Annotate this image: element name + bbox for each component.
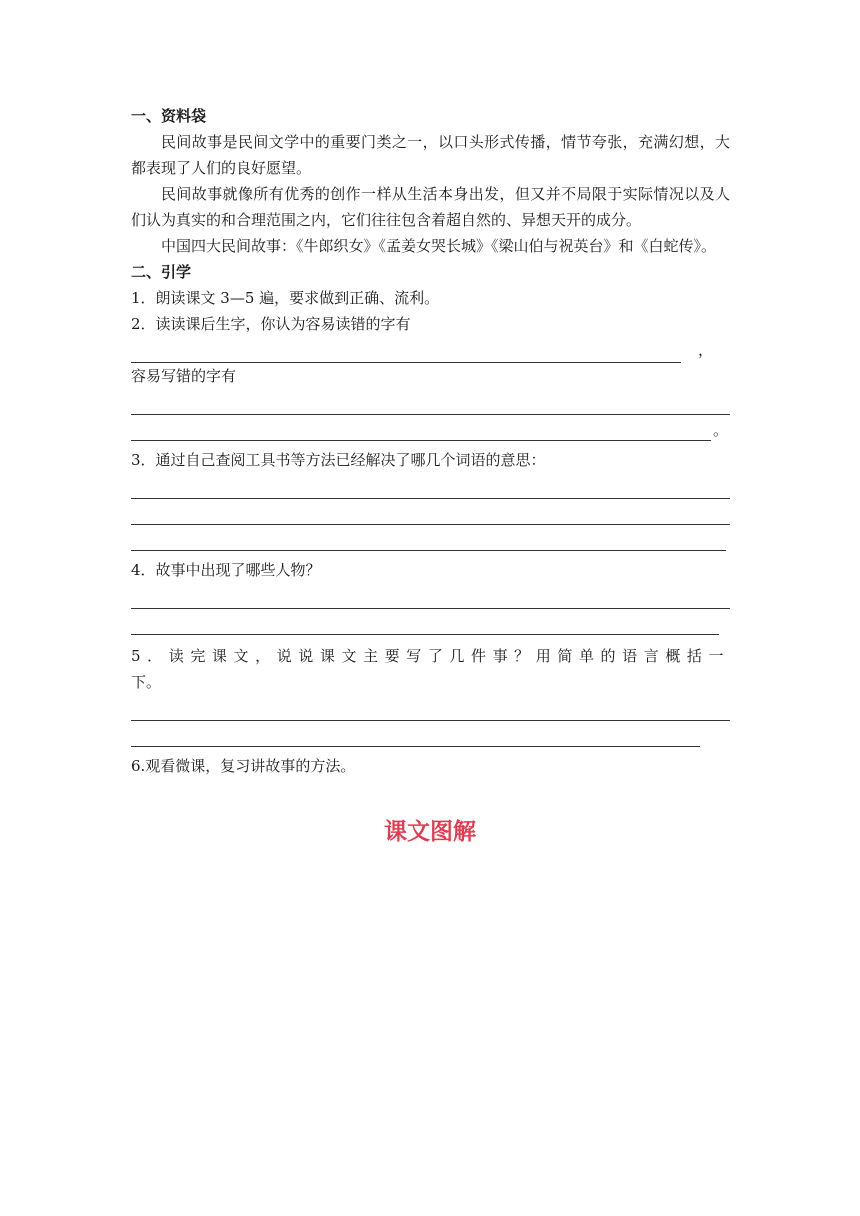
question-1: 1．朗读课文 3—5 遍，要求做到正确、流利。	[131, 289, 440, 307]
comma-mark: ，	[698, 341, 714, 359]
question-6: 6.观看微课，复习讲故事的方法。	[131, 757, 356, 775]
answer-line[interactable]	[131, 389, 730, 415]
question-5: 5．读完课文，说说课文主要写了几件事？用简单的语言概括一	[131, 647, 730, 665]
worksheet	[131, 103, 730, 779]
answer-line[interactable]	[131, 721, 700, 747]
answer-line[interactable]	[131, 583, 730, 609]
resource-paragraph-1: 民间故事是民间文学中的重要门类之一，以口头形式传播，情节夸张，充满幻想，大都表现了人们的良好愿望。	[131, 133, 730, 177]
question-3: 3．通过自己查阅工具书等方法已经解决了哪几个词语的意思：	[131, 451, 546, 469]
answer-line[interactable]	[131, 695, 730, 721]
section-title-text-diagram: 课文图解	[384, 819, 476, 845]
section-heading-guide: 二、引学	[131, 263, 192, 281]
question-2b: 容易写错的字有	[131, 367, 237, 385]
resource-paragraph-2: 民间故事就像所有优秀的创作一样从生活本身出发，但又并不局限于实际情况以及人们认为真实的和合理范围之内，它们往往包含着超自然的、异想天开的成分。	[131, 185, 730, 229]
answer-line[interactable]	[131, 337, 681, 363]
answer-line[interactable]	[131, 473, 730, 499]
answer-row-write-errors	[131, 415, 730, 441]
period-mark: 。	[713, 421, 729, 439]
section-heading-resources: 一、资料袋	[131, 107, 207, 125]
answer-line[interactable]	[131, 499, 730, 525]
question-4: 4．故事中出现了哪些人物？	[131, 561, 321, 579]
answer-line[interactable]	[131, 525, 726, 551]
answer-line[interactable]	[131, 609, 719, 635]
question-2: 2．读读课后生字，你认为容易读错的字有	[131, 315, 411, 333]
answer-line[interactable]	[131, 415, 711, 441]
answer-row-read-errors	[131, 337, 730, 363]
question-5-cont: 下。	[131, 673, 162, 691]
resource-paragraph-3: 中国四大民间故事：《牛郎织女》《孟姜女哭长城》《梁山伯与祝英台》和《白蛇传》。	[161, 237, 717, 255]
